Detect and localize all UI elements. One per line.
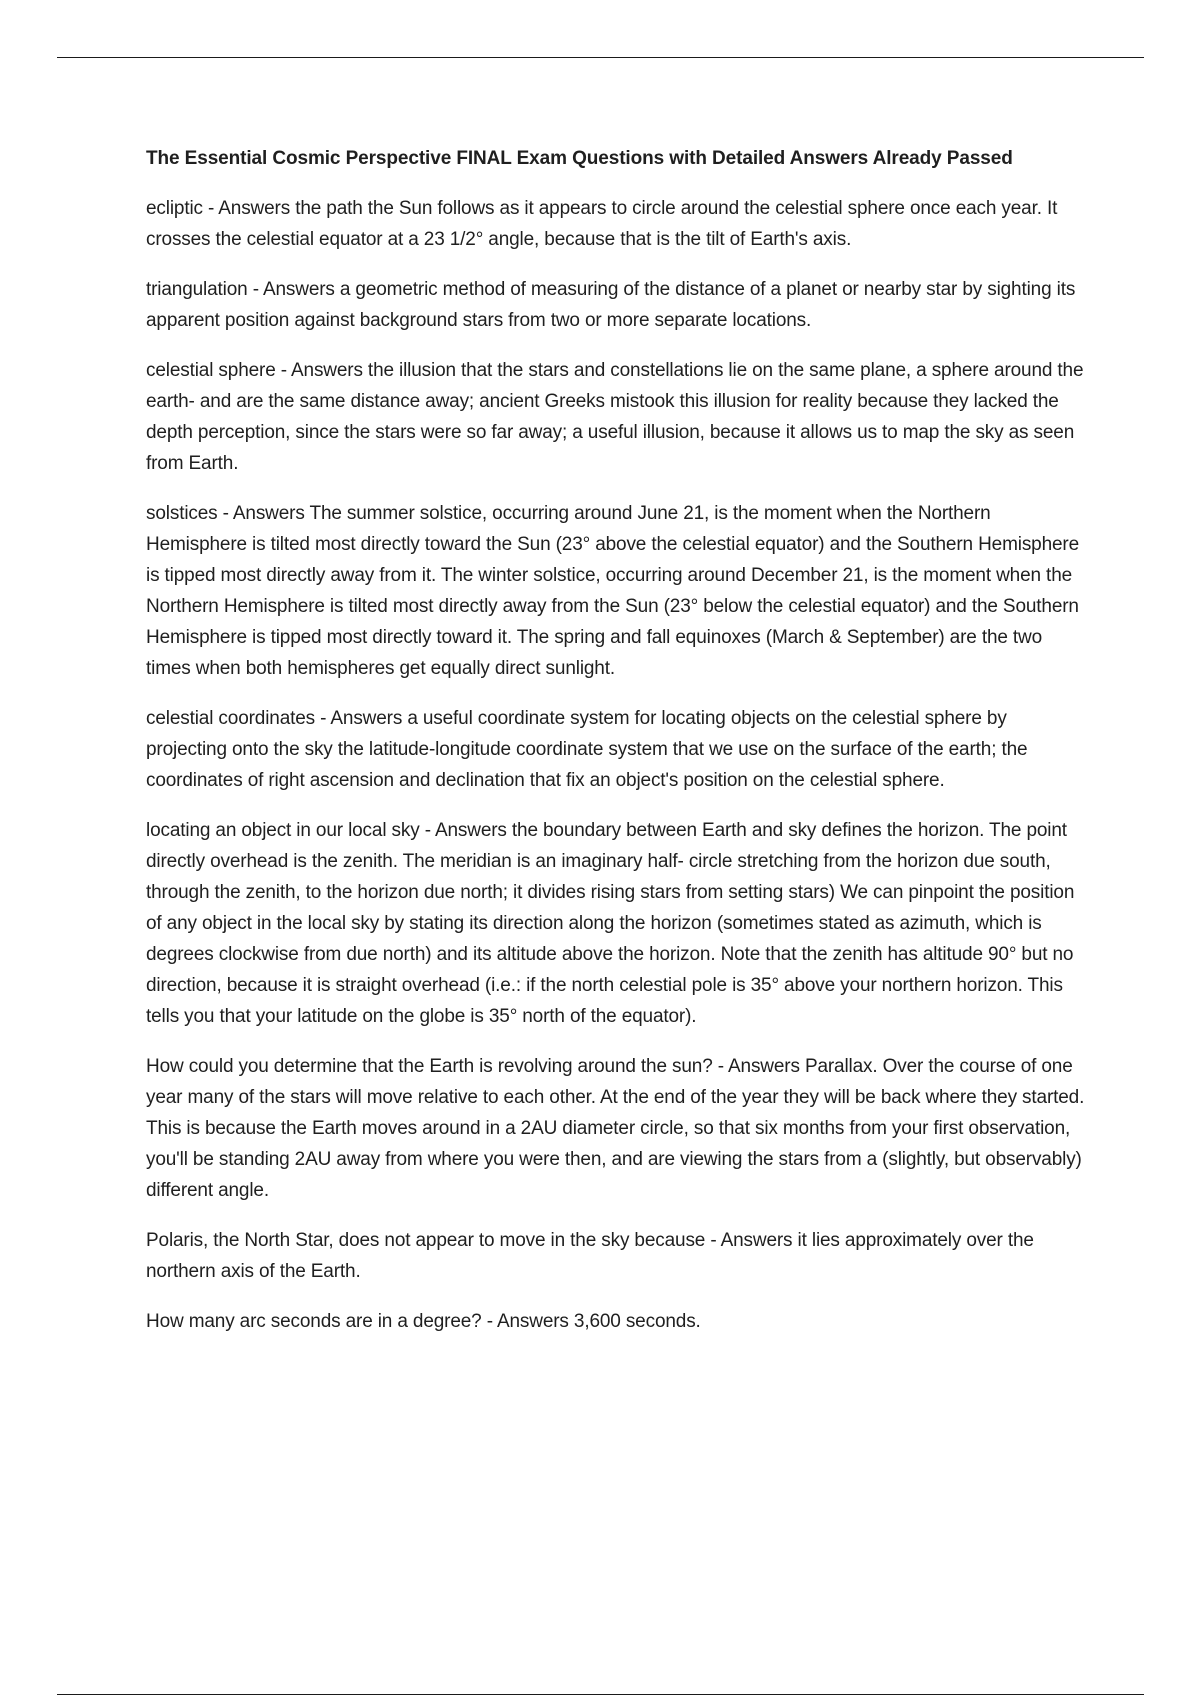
qa-entry-local-sky: locating an object in our local sky - Answers the boundary between Earth and sky defines the horizon. The point directly overhead is the zenith. The meridian is an imaginary half- circle stretching from the horizon due south, through the zenith, to the horizon due north; it divides rising stars from setting stars) We can pinpoint the position of any object in the local sky by stating its direction along the horizon (sometimes stated as azimuth, which is degrees clockwise from due north) and its altitude above the horizon. Note that the zenith has altitude 90° but no direction, because it is straight overhead (i.e.: if the north celestial pole is 35° above your northern horizon. This tells you that your latitude on the globe is 35° north of the equator).: [146, 820, 1075, 1027]
qa-entry-triangulation: triangulation - Answers a geometric method of measuring of the distance of a planet or nearby star by sighting its apparent position against background stars from two or more separate locations.: [146, 279, 1076, 331]
qa-entry-solstices: solstices - Answers The summer solstice, occurring around June 21, is the moment when the Northern Hemisphere is tilted most directly toward the Sun (23° above the celestial equator) and the Southern Hemisphere is tipped most directly away from it. The winter solstice, occurring around December 21, is the moment when the Northern Hemisphere is tilted most directly away from the Sun (23° below the celestial equator) and the Southern Hemisphere is tipped most directly toward it. The spring and fall equinoxes (March & September) are the two times when both hemispheres get equally direct sunlight.: [146, 503, 1080, 679]
footer-divider: [57, 1694, 1144, 1695]
qa-entry-celestial-coordinates: celestial coordinates - Answers a useful coordinate system for locating objects on the celestial sphere by projecting onto the sky the latitude-longitude coordinate system that we use on the surface of the earth; the coordinates of right ascension and declination that fix an object's position on the celestial sphere.: [146, 708, 1028, 791]
qa-entry-earth-revolving: How could you determine that the Earth is revolving around the sun? - Answers Parallax. Over the course of one year many of the stars will move relative to each other. At the end of the year they will be back where they started. This is because the Earth moves around in a 2AU diameter circle, so that six months from your first observation, you'll be standing 2AU away from where you were then, and are viewing the stars from a (slightly, but observably) different angle.: [146, 1056, 1085, 1201]
header-divider: [57, 57, 1144, 58]
qa-entry-ecliptic: ecliptic - Answers the path the Sun follows as it appears to circle around the celestial sphere once each year. It crosses the celestial equator at a 23 1/2° angle, because that is the tilt of Earth's axis.: [146, 198, 1058, 250]
document-body: [146, 145, 1091, 1356]
qa-entry-celestial-sphere: celestial sphere - Answers the illusion that the stars and constellations lie on the same plane, a sphere around the earth- and are the same distance away; ancient Greeks mistook this illusion for reality because they lacked the depth perception, since the stars were so far away; a useful illusion, because it allows us to map the sky as seen from Earth.: [146, 360, 1084, 474]
qa-entry-polaris: Polaris, the North Star, does not appear to move in the sky because - Answers it lies approximately over the northern axis of the Earth.: [146, 1230, 1034, 1282]
document-title: The Essential Cosmic Perspective FINAL Exam Questions with Detailed Answers Already Passed: [146, 148, 1013, 169]
qa-entry-arc-seconds: How many arc seconds are in a degree? - Answers 3,600 seconds.: [146, 1311, 701, 1332]
